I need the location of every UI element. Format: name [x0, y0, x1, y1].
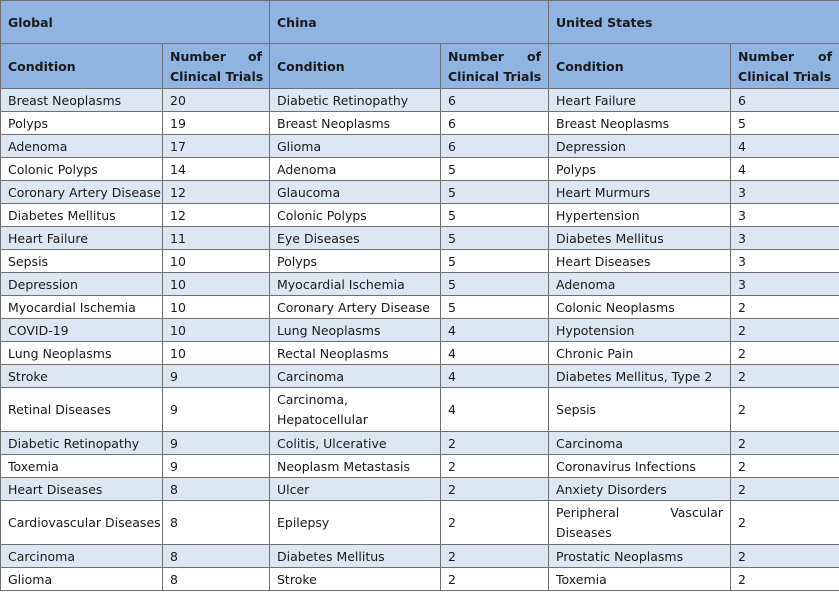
us-count-cell: 3: [731, 181, 839, 204]
us-condition-cell: Carcinoma: [549, 432, 731, 455]
china-condition-cell: Coronary Artery Disease: [270, 296, 441, 319]
global-condition-cell: Sepsis: [1, 250, 163, 273]
region-global: Global: [1, 1, 270, 44]
china-condition-cell: Eye Diseases: [270, 227, 441, 250]
us-condition-cell: Chronic Pain: [549, 342, 731, 365]
us-count-cell: 3: [731, 204, 839, 227]
china-count-cell: 5: [441, 296, 549, 319]
us-count-cell: 2: [731, 545, 839, 568]
china-count-cell: 5: [441, 204, 549, 227]
china-count-cell: 5: [441, 250, 549, 273]
global-condition-cell: Stroke: [1, 365, 163, 388]
global-count-cell: 10: [163, 342, 270, 365]
us-count-cell: 3: [731, 273, 839, 296]
global-count-cell: 10: [163, 250, 270, 273]
column-header-row: [1, 44, 839, 89]
global-condition-cell: Heart Failure: [1, 227, 163, 250]
table-row: [1, 432, 839, 455]
china-count-cell: 5: [441, 273, 549, 296]
global-count-cell: 9: [163, 365, 270, 388]
china-count-cell: 6: [441, 112, 549, 135]
table-row: [1, 342, 839, 365]
us-condition-cell: Colonic Neoplasms: [549, 296, 731, 319]
global-count-cell: 10: [163, 319, 270, 342]
us-condition-cell: Diabetes Mellitus, Type 2: [549, 365, 731, 388]
global-condition-cell: Cardiovascular Diseases: [1, 501, 163, 545]
us-count-header: Number of Clinical Trials: [731, 44, 839, 89]
us-count-cell: 6: [731, 89, 839, 112]
global-condition-cell: Breast Neoplasms: [1, 89, 163, 112]
global-condition-cell: COVID-19: [1, 319, 163, 342]
global-condition-cell: Polyps: [1, 112, 163, 135]
global-condition-cell: Adenoma: [1, 135, 163, 158]
global-condition-cell: Retinal Diseases: [1, 388, 163, 432]
china-condition-cell: Glioma: [270, 135, 441, 158]
table-row: [1, 296, 839, 319]
us-condition-cell: Toxemia: [549, 568, 731, 591]
china-count-cell: 5: [441, 227, 549, 250]
region-united-states: United States: [549, 1, 839, 44]
china-condition-cell: Lung Neoplasms: [270, 319, 441, 342]
global-condition-cell: Diabetic Retinopathy: [1, 432, 163, 455]
china-count-cell: 2: [441, 501, 549, 545]
table-row: [1, 273, 839, 296]
us-count-cell: 4: [731, 135, 839, 158]
table-row: [1, 227, 839, 250]
china-condition-cell: Ulcer: [270, 478, 441, 501]
china-count-cell: 5: [441, 158, 549, 181]
us-count-cell: 3: [731, 250, 839, 273]
global-condition-cell: Depression: [1, 273, 163, 296]
us-count-cell: 2: [731, 455, 839, 478]
china-count-cell: 4: [441, 365, 549, 388]
us-condition-cell: Polyps: [549, 158, 731, 181]
us-condition-cell: Heart Failure: [549, 89, 731, 112]
us-count-cell: 4: [731, 158, 839, 181]
us-condition-cell: Heart Diseases: [549, 250, 731, 273]
china-count-cell: 2: [441, 478, 549, 501]
china-condition-header: Condition: [270, 44, 441, 89]
global-count-cell: 9: [163, 455, 270, 478]
region-header-row: [1, 1, 839, 44]
us-condition-header: Condition: [549, 44, 731, 89]
table-row: [1, 455, 839, 478]
global-condition-cell: Diabetes Mellitus: [1, 204, 163, 227]
global-count-cell: 9: [163, 388, 270, 432]
us-count-cell: 2: [731, 319, 839, 342]
us-count-cell: 2: [731, 296, 839, 319]
us-count-cell: 2: [731, 478, 839, 501]
china-condition-cell: Diabetic Retinopathy: [270, 89, 441, 112]
us-condition-cell: Depression: [549, 135, 731, 158]
global-count-cell: 12: [163, 181, 270, 204]
us-count-cell: 2: [731, 365, 839, 388]
us-condition-cell: Diabetes Mellitus: [549, 227, 731, 250]
us-count-cell: 2: [731, 388, 839, 432]
us-count-cell: 2: [731, 501, 839, 545]
china-condition-cell: Glaucoma: [270, 181, 441, 204]
global-count-cell: 12: [163, 204, 270, 227]
global-count-cell: 8: [163, 501, 270, 545]
china-condition-cell: Carcinoma: [270, 365, 441, 388]
us-condition-cell: Heart Murmurs: [549, 181, 731, 204]
table-row: [1, 112, 839, 135]
global-condition-cell: Coronary Artery Disease: [1, 181, 163, 204]
china-condition-cell: Diabetes Mellitus: [270, 545, 441, 568]
table-row: [1, 89, 839, 112]
china-count-cell: 4: [441, 388, 549, 432]
global-condition-cell: Colonic Polyps: [1, 158, 163, 181]
us-condition-cell: Peripheral Vascular Diseases: [549, 501, 731, 545]
table-row: [1, 388, 839, 432]
china-condition-cell: Stroke: [270, 568, 441, 591]
china-count-cell: 4: [441, 319, 549, 342]
global-count-cell: 9: [163, 432, 270, 455]
china-condition-cell: Rectal Neoplasms: [270, 342, 441, 365]
china-count-cell: 2: [441, 545, 549, 568]
us-count-cell: 2: [731, 342, 839, 365]
china-condition-cell: Epilepsy: [270, 501, 441, 545]
table-row: [1, 181, 839, 204]
us-count-cell: 5: [731, 112, 839, 135]
table-row: [1, 204, 839, 227]
table-row: [1, 478, 839, 501]
us-count-cell: 3: [731, 227, 839, 250]
china-condition-cell: Carcinoma, Hepatocellular: [270, 388, 441, 432]
china-count-cell: 2: [441, 432, 549, 455]
china-condition-cell: Breast Neoplasms: [270, 112, 441, 135]
region-china: China: [270, 1, 549, 44]
china-count-cell: 4: [441, 342, 549, 365]
global-count-cell: 20: [163, 89, 270, 112]
china-condition-cell: Colitis, Ulcerative: [270, 432, 441, 455]
china-count-cell: 6: [441, 135, 549, 158]
table-row: [1, 568, 839, 591]
us-count-cell: 2: [731, 432, 839, 455]
table-row: [1, 158, 839, 181]
global-condition-cell: Myocardial Ischemia: [1, 296, 163, 319]
us-condition-cell: Hypertension: [549, 204, 731, 227]
global-count-cell: 17: [163, 135, 270, 158]
table-row: [1, 250, 839, 273]
china-count-cell: 2: [441, 568, 549, 591]
table-row: [1, 365, 839, 388]
us-condition-cell: Adenoma: [549, 273, 731, 296]
table-row: [1, 135, 839, 158]
us-condition-cell: Anxiety Disorders: [549, 478, 731, 501]
us-condition-cell: Hypotension: [549, 319, 731, 342]
china-count-cell: 2: [441, 455, 549, 478]
us-count-cell: 2: [731, 568, 839, 591]
china-count-cell: 5: [441, 181, 549, 204]
global-condition-cell: Heart Diseases: [1, 478, 163, 501]
china-condition-cell: Polyps: [270, 250, 441, 273]
global-condition-cell: Lung Neoplasms: [1, 342, 163, 365]
table-row: [1, 319, 839, 342]
global-count-cell: 8: [163, 545, 270, 568]
china-condition-cell: Neoplasm Metastasis: [270, 455, 441, 478]
global-condition-cell: Glioma: [1, 568, 163, 591]
global-count-header: Number of Clinical Trials: [163, 44, 270, 89]
global-condition-header: Condition: [1, 44, 163, 89]
table-row: [1, 545, 839, 568]
global-count-cell: 10: [163, 273, 270, 296]
us-condition-cell: Sepsis: [549, 388, 731, 432]
china-count-cell: 6: [441, 89, 549, 112]
global-count-cell: 8: [163, 478, 270, 501]
global-condition-cell: Carcinoma: [1, 545, 163, 568]
global-count-cell: 19: [163, 112, 270, 135]
us-condition-cell: Coronavirus Infections: [549, 455, 731, 478]
china-count-header: Number of Clinical Trials: [441, 44, 549, 89]
global-count-cell: 10: [163, 296, 270, 319]
table-row: [1, 501, 839, 545]
us-condition-cell: Breast Neoplasms: [549, 112, 731, 135]
china-condition-cell: Adenoma: [270, 158, 441, 181]
global-count-cell: 14: [163, 158, 270, 181]
global-count-cell: 8: [163, 568, 270, 591]
china-condition-cell: Colonic Polyps: [270, 204, 441, 227]
china-condition-cell: Myocardial Ischemia: [270, 273, 441, 296]
global-count-cell: 11: [163, 227, 270, 250]
global-condition-cell: Toxemia: [1, 455, 163, 478]
us-condition-cell: Prostatic Neoplasms: [549, 545, 731, 568]
